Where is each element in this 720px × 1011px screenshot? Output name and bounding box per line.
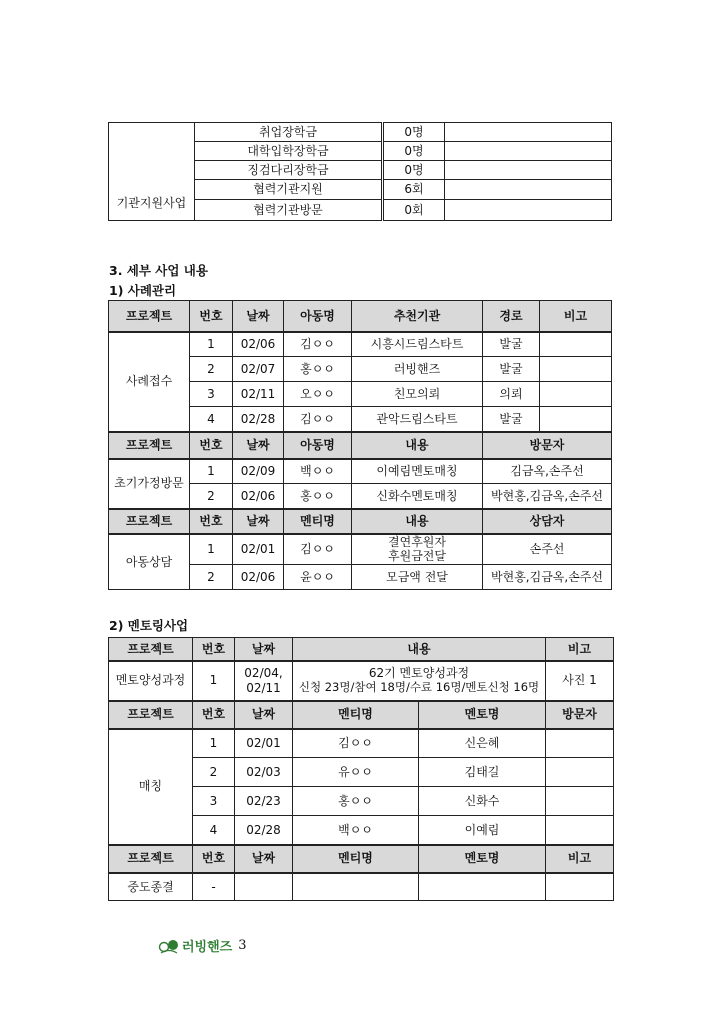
- row-visitor: 박현홍,김금옥,손주선: [483, 484, 612, 509]
- row-child: 김ㅇㅇ: [284, 534, 352, 565]
- row-no: 1: [193, 729, 235, 758]
- row-date: 02/23: [235, 787, 293, 816]
- match-label: 매칭: [109, 729, 193, 845]
- header-project: 프로젝트: [109, 845, 193, 873]
- row-child: 윤ㅇㅇ: [284, 565, 352, 590]
- header-content: 내용: [352, 432, 483, 459]
- support-item: 징검다리장학금: [195, 161, 383, 180]
- row-no: 2: [190, 484, 233, 509]
- row-agency: 친모의뢰: [352, 382, 483, 407]
- header-child: 아동명: [284, 432, 352, 459]
- row-mentor: 신화수: [419, 787, 546, 816]
- row-agency: 러빙핸즈: [352, 357, 483, 382]
- header-mentee: 멘티명: [284, 509, 352, 534]
- support-count: 6회: [383, 180, 445, 200]
- row-counselor: 손주선: [483, 534, 612, 565]
- row-no: 2: [190, 357, 233, 382]
- row-note: [540, 382, 612, 407]
- header-route: 경로: [483, 301, 540, 332]
- header-date: 날짜: [233, 432, 284, 459]
- section-title: 3. 세부 사업 내용: [109, 263, 208, 278]
- row-no: 1: [190, 459, 233, 484]
- row-visitor: [546, 787, 614, 816]
- row-date: 02/03: [235, 758, 293, 787]
- page-number: 3: [238, 938, 247, 953]
- row-child: 홍ㅇㅇ: [284, 484, 352, 509]
- row-child: 홍ㅇㅇ: [284, 357, 352, 382]
- header-no: 번호: [193, 845, 235, 873]
- header-content: 내용: [293, 638, 546, 661]
- hands-logo-icon: [158, 938, 180, 954]
- course-label: 멘토양성과정: [109, 661, 193, 701]
- content-line: 62기 멘토양성과정: [368, 666, 470, 681]
- header-note: 비고: [546, 638, 614, 661]
- row-mentee: 홍ㅇㅇ: [293, 787, 419, 816]
- row-content: 신화수멘토매칭: [352, 484, 483, 509]
- row-date: 02/06: [233, 565, 284, 590]
- row-content: 이예림멘토매칭: [352, 459, 483, 484]
- header-no: 번호: [190, 301, 233, 332]
- subsection-title: 2) 멘토링사업: [109, 618, 189, 633]
- row-child: 오ㅇㅇ: [284, 382, 352, 407]
- page-footer: [158, 936, 247, 955]
- row-date: 02/01: [233, 534, 284, 565]
- row-visitor: [546, 758, 614, 787]
- row-visitor: [546, 729, 614, 758]
- row-date: 02/09: [233, 459, 284, 484]
- row-no: 3: [190, 382, 233, 407]
- header-date: 날짜: [233, 509, 284, 534]
- row-mentee: [293, 873, 419, 901]
- header-date: 날짜: [233, 301, 284, 332]
- header-mentor: 멘토명: [419, 701, 546, 729]
- support-item: 협력기관지원: [195, 180, 383, 200]
- content-line: 신청 23명/참여 18명/수료 16명/멘토신청 16명: [298, 679, 540, 694]
- visit-label: 초기가정방문: [109, 459, 190, 509]
- header-visitor: 방문자: [483, 432, 612, 459]
- row-route: 발굴: [483, 407, 540, 432]
- row-date: 02/28: [235, 816, 293, 845]
- header-no: 번호: [190, 432, 233, 459]
- header-note: 비고: [546, 845, 614, 873]
- support-empty: [445, 161, 612, 180]
- row-note: [546, 873, 614, 901]
- header-project: 프로젝트: [109, 301, 190, 332]
- row-date: [235, 873, 293, 901]
- date-line: 02/04,: [244, 666, 283, 681]
- row-no: 3: [193, 787, 235, 816]
- row-no: 2: [193, 758, 235, 787]
- header-note: 비고: [540, 301, 612, 332]
- row-mentor: 신은혜: [419, 729, 546, 758]
- row-mentee: 유ㅇㅇ: [293, 758, 419, 787]
- row-child: 김ㅇㅇ: [284, 332, 352, 357]
- header-mentee: 멘티명: [293, 845, 419, 873]
- row-date: 02/01: [235, 729, 293, 758]
- support-count: 0명: [383, 161, 445, 180]
- row-date: 02/07: [233, 357, 284, 382]
- row-route: 발굴: [483, 357, 540, 382]
- intake-label: 사례접수: [109, 332, 190, 432]
- case-management-table: [108, 300, 612, 590]
- date-line: 02/11: [246, 680, 281, 695]
- row-content: [293, 661, 546, 701]
- row-mentee: 김ㅇㅇ: [293, 729, 419, 758]
- support-empty: [445, 180, 612, 200]
- mentoring-table: [108, 637, 614, 901]
- header-counselor: 상담자: [483, 509, 612, 534]
- row-agency: 관악드림스타트: [352, 407, 483, 432]
- support-item: 취업장학금: [195, 123, 383, 142]
- header-date: 날짜: [235, 845, 293, 873]
- row-child: 김ㅇㅇ: [284, 407, 352, 432]
- support-count: 0회: [383, 200, 445, 221]
- row-counselor: 박현홍,김금옥,손주선: [483, 565, 612, 590]
- content-line: 결연후원자: [388, 534, 446, 549]
- row-date: 02/06: [233, 484, 284, 509]
- row-no: 1: [190, 332, 233, 357]
- row-visitor: [546, 816, 614, 845]
- row-content: [352, 534, 483, 565]
- support-empty: [445, 200, 612, 221]
- header-no: 번호: [190, 509, 233, 534]
- row-note: [540, 407, 612, 432]
- row-note: 사진 1: [546, 661, 614, 701]
- footer-brand: 러빙핸즈: [182, 940, 233, 955]
- header-visitor: 방문자: [546, 701, 614, 729]
- row-date: 02/28: [233, 407, 284, 432]
- header-project: 프로젝트: [109, 638, 193, 661]
- row-no: 4: [193, 816, 235, 845]
- header-project: 프로젝트: [109, 701, 193, 729]
- support-empty: [445, 142, 612, 161]
- content-line: 후원금전달: [388, 549, 446, 564]
- row-no: 1: [193, 661, 235, 701]
- row-agency: 시흥시드림스타트: [352, 332, 483, 357]
- row-date: 02/11: [233, 382, 284, 407]
- row-date: [235, 661, 293, 701]
- row-route: 의뢰: [483, 382, 540, 407]
- row-content: 모금액 전달: [352, 565, 483, 590]
- header-no: 번호: [193, 638, 235, 661]
- header-no: 번호: [193, 701, 235, 729]
- row-route: 발굴: [483, 332, 540, 357]
- support-item: 대학입학장학금: [195, 142, 383, 161]
- row-note: [540, 357, 612, 382]
- row-note: [540, 332, 612, 357]
- header-agency: 추천기관: [352, 301, 483, 332]
- support-empty: [445, 123, 612, 142]
- header-child: 아동명: [284, 301, 352, 332]
- row-no: 4: [190, 407, 233, 432]
- row-mentor: [419, 873, 546, 901]
- end-label: 중도종결: [109, 873, 193, 901]
- header-date: 날짜: [235, 701, 293, 729]
- row-mentor: 이예림: [419, 816, 546, 845]
- row-mentor: 김태길: [419, 758, 546, 787]
- header-mentee: 멘티명: [293, 701, 419, 729]
- support-count: 0명: [383, 142, 445, 161]
- subsection-title: 1) 사례관리: [109, 283, 177, 298]
- header-project: 프로젝트: [109, 432, 190, 459]
- row-mentee: 백ㅇㅇ: [293, 816, 419, 845]
- group-label: 기관지원사업: [109, 123, 195, 221]
- header-content: 내용: [352, 509, 483, 534]
- row-no: -: [193, 873, 235, 901]
- support-count: 0명: [383, 123, 445, 142]
- top-support-table: [108, 122, 612, 221]
- support-item: 협력기관방문: [195, 200, 383, 221]
- header-project: 프로젝트: [109, 509, 190, 534]
- row-visitor: 김금옥,손주선: [483, 459, 612, 484]
- row-date: 02/06: [233, 332, 284, 357]
- row-child: 백ㅇㅇ: [284, 459, 352, 484]
- header-date: 날짜: [235, 638, 293, 661]
- row-no: 2: [190, 565, 233, 590]
- counsel-label: 아동상담: [109, 534, 190, 590]
- row-no: 1: [190, 534, 233, 565]
- header-mentor: 멘토명: [419, 845, 546, 873]
